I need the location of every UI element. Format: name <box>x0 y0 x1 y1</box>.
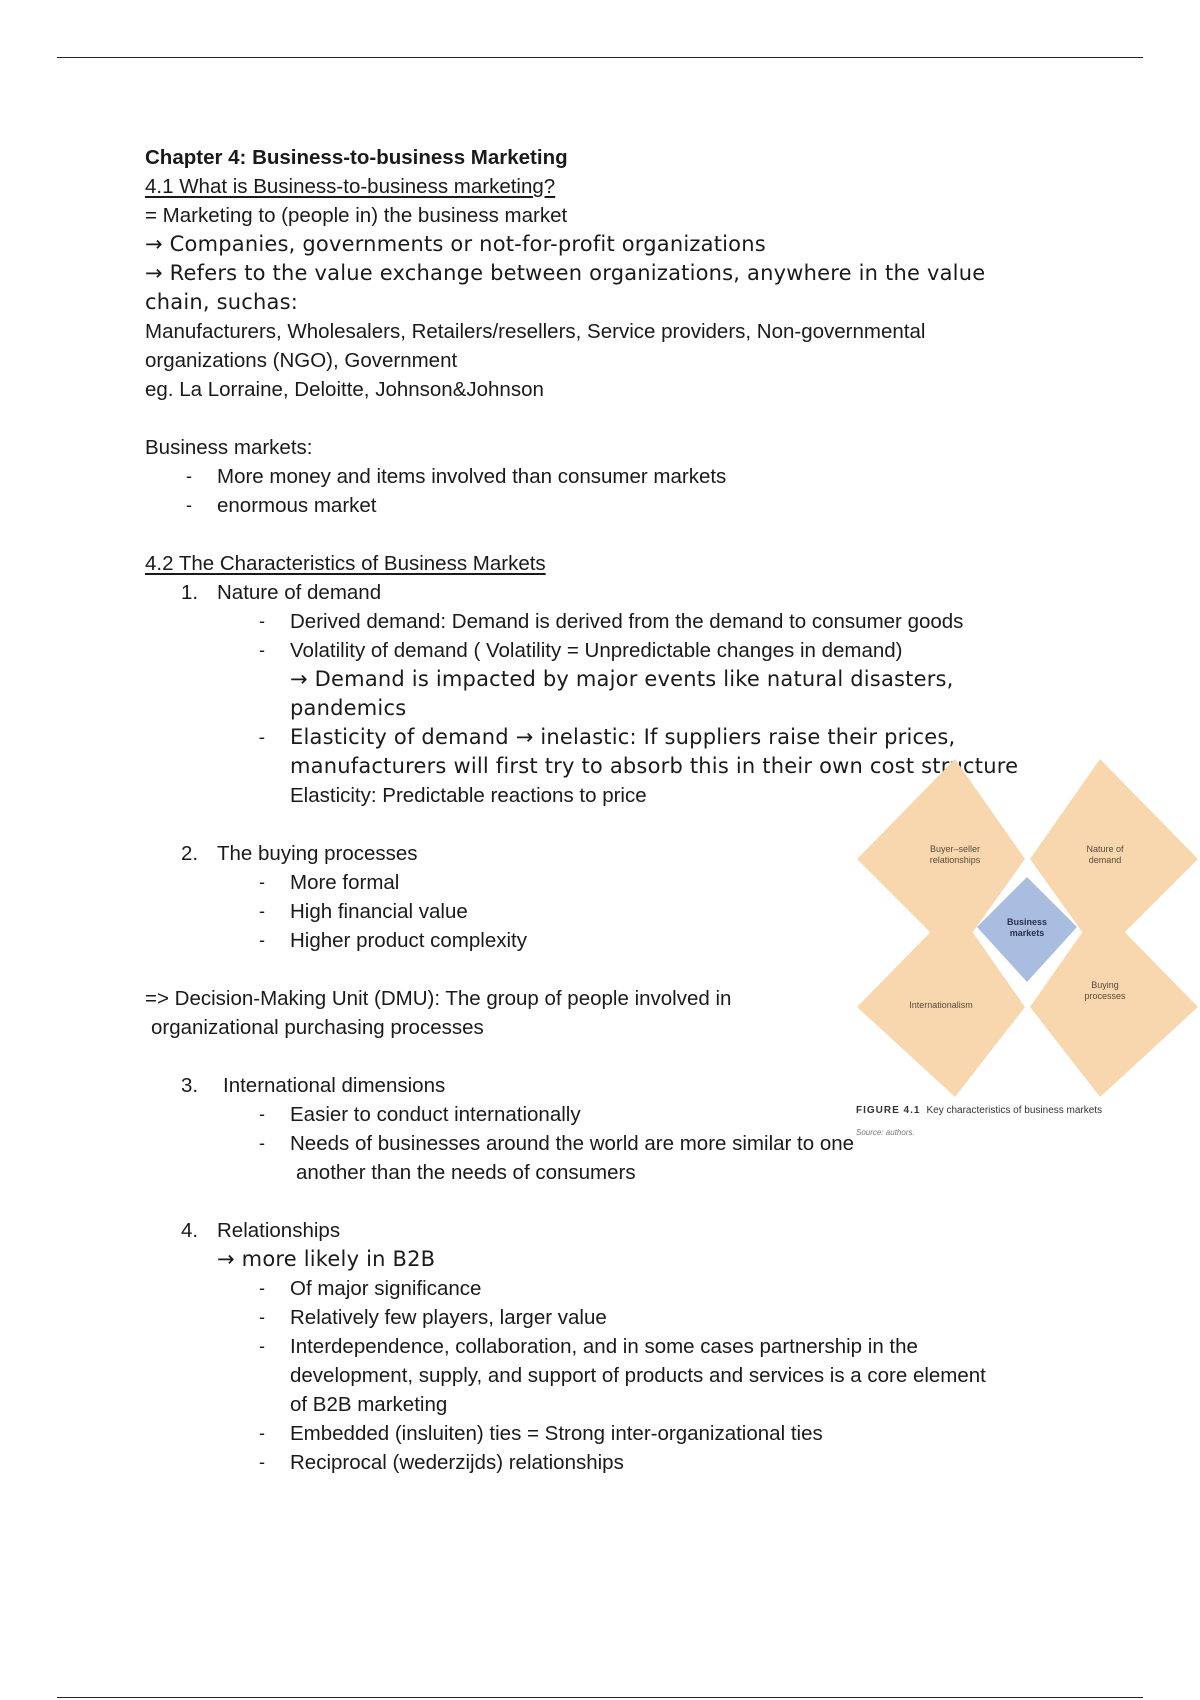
bullet-sub-line: → Demand is impacted by major events like natural disasters, <box>290 667 954 691</box>
bottom-rule <box>57 1697 1143 1698</box>
bullet-item: - Reciprocal (wederzijds) relationships <box>145 1448 1065 1477</box>
bullet-sub-line: another than the needs of consumers <box>296 1161 636 1184</box>
example-companies: eg. La Lorraine, Deloitte, Johnson&Johnson <box>145 378 544 401</box>
bullet-item: - Embedded (insluiten) ties = Strong inter-organizational ties <box>145 1419 1065 1448</box>
business-markets-figure <box>855 757 1200 1137</box>
dmu-definition-cont: organizational purchasing processes <box>151 1016 484 1039</box>
bullet-item: - More money and items involved than consumer markets <box>145 462 1065 491</box>
dash-bullet: - <box>259 1336 265 1356</box>
dash-bullet: - <box>259 640 265 660</box>
arrow-line: → more likely in B2B <box>217 1247 436 1271</box>
arrow-line: → Companies, governments or not-for-profit organizations <box>145 232 766 256</box>
bullet-item: - Derived demand: Demand is derived from the demand to consumer goods <box>145 607 1065 636</box>
section-heading-4-2: 4.2 The Characteristics of Business Markets <box>145 552 546 575</box>
examples-list-line: organizations (NGO), Government <box>145 349 458 372</box>
dash-bullet: - <box>259 1452 265 1472</box>
dash-bullet: - <box>258 727 266 748</box>
numbered-item: 4. Relationships <box>181 1219 341 1242</box>
bullet-item: - Elasticity of demand → inelastic: If suppliers raise their prices, <box>145 723 1065 752</box>
numbered-item: 3. International dimensions <box>181 1074 446 1097</box>
label-buyer-seller: Buyer–seller relationships <box>929 844 981 865</box>
label-buying-processes: Buying processes <box>1084 980 1126 1001</box>
figure-caption: FIGURE 4.1 Key characteristics of business markets <box>856 1105 1103 1116</box>
arrow-line-cont: chain, suchas: <box>145 290 299 314</box>
dash-bullet: - <box>259 1423 265 1443</box>
figure-source: Source: authors. <box>856 1128 915 1137</box>
dash-bullet: - <box>259 1104 265 1124</box>
page-title: Chapter 4: Business-to-business Marketing <box>145 146 568 169</box>
bullet-item: - Interdependence, collaboration, and in some cases partnership in the <box>145 1332 1065 1361</box>
numbered-item: 1. Nature of demand <box>181 581 382 604</box>
dash-bullet: - <box>259 901 265 921</box>
dmu-definition: => Decision-Making Unit (DMU): The group of people involved in <box>145 987 732 1010</box>
bullet-sub-line: Elasticity: Predictable reactions to price <box>290 784 647 807</box>
bullet-item: - enormous market <box>145 491 1065 520</box>
bullet-item: - Higher product complexity <box>145 926 1065 955</box>
numbered-item: 2. The buying processes <box>181 842 418 865</box>
bullet-item: - Volatility of demand ( Volatility = Unpredictable changes in demand) <box>145 636 1065 665</box>
dash-bullet: - <box>259 930 265 950</box>
bullet-item: - High financial value <box>145 897 1065 926</box>
top-rule <box>57 57 1143 58</box>
dash-bullet: - <box>259 1133 265 1153</box>
definition-line: = Marketing to (people in) the business market <box>145 204 568 227</box>
dash-bullet: - <box>259 1307 265 1327</box>
section-heading-4-1: 4.1 What is Business-to-business marketing? <box>145 175 556 198</box>
bullet-item: - More formal <box>145 868 1065 897</box>
dash-bullet: - <box>259 611 265 631</box>
dash-bullet: - <box>186 495 192 515</box>
bullet-item: - Needs of businesses around the world are more similar to one <box>145 1129 1065 1158</box>
dash-bullet: - <box>259 872 265 892</box>
dash-bullet: - <box>186 466 192 486</box>
business-markets-heading: Business markets: <box>145 436 313 459</box>
bullet-sub-line: manufacturers will first try to absorb this in their own cost structure <box>290 754 1019 778</box>
bullet-sub-line: of B2B marketing <box>290 1393 448 1416</box>
arrow-line: → Refers to the value exchange between organizations, anywhere in the value <box>145 261 986 285</box>
label-internationalism: Internationalism <box>909 1000 973 1010</box>
dash-bullet: - <box>259 1278 265 1298</box>
label-nature-of-demand: Nature of demand <box>1086 844 1124 865</box>
bullet-sub-line: pandemics <box>290 696 407 720</box>
label-business-markets: Business markets <box>1006 917 1048 938</box>
bullet-sub-line: development, supply, and support of products and services is a core element <box>290 1364 986 1387</box>
bullet-item: - Of major significance <box>145 1274 1065 1303</box>
examples-list-line: Manufacturers, Wholesalers, Retailers/resellers, Service providers, Non-governmental <box>145 320 926 343</box>
bullet-item: - Relatively few players, larger value <box>145 1303 1065 1332</box>
bullet-item: - Easier to conduct internationally <box>145 1100 1065 1129</box>
